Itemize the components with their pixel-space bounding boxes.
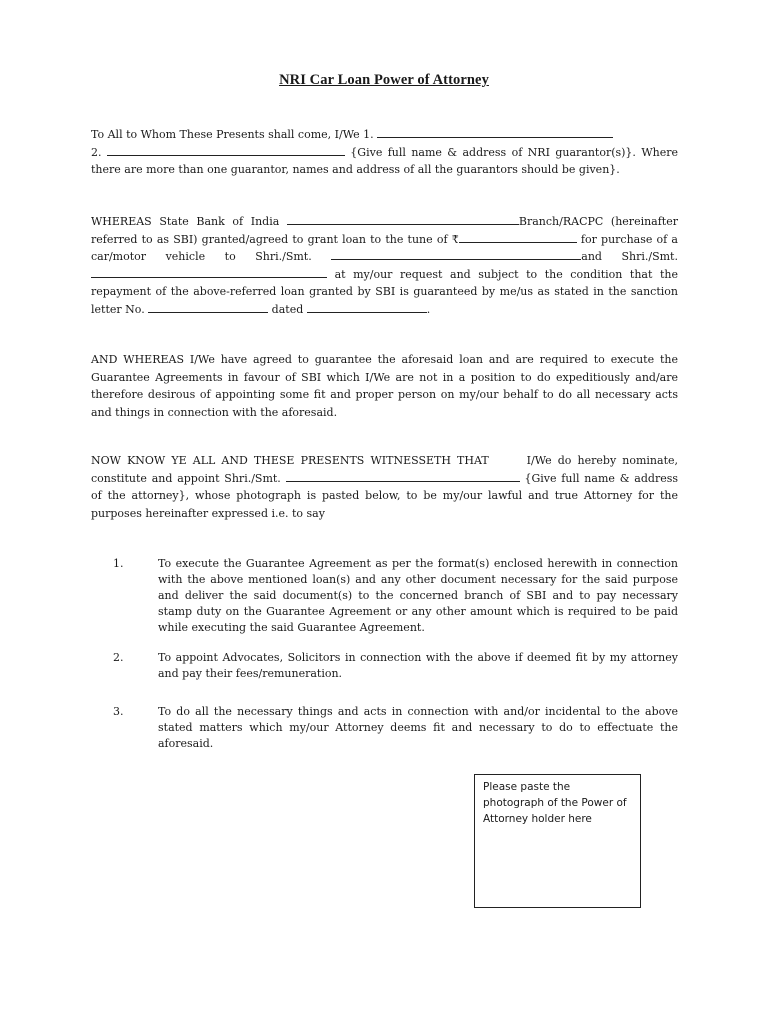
opening-paragraph	[91, 126, 678, 179]
photograph-paste-box: Please paste the photograph of the Power of Attorney holder here	[474, 774, 641, 908]
witnesseth-text-b: I/We do hereby nominate, constitute and appoint Shri./Smt.	[91, 454, 678, 485]
guarantor-1-blank	[377, 126, 613, 138]
witnesseth-paragraph	[91, 452, 678, 522]
list-item-number: 2.	[113, 651, 124, 664]
list-item-text: To do all the necessary things and acts in connection with and/or incidental to the above stated matters which my/our Attorney deems fit and necessary to do to effectuate the aforesaid.	[158, 705, 678, 750]
whereas-text-f: dated	[268, 302, 307, 316]
document-title: NRI Car Loan Power of Attorney	[279, 72, 489, 88]
list-item-number: 1.	[113, 557, 124, 570]
whereas-text-d: and Shri./Smt.	[581, 250, 678, 263]
list-item-text: To execute the Guarantee Agreement as per the format(s) enclosed herewith in connection with the above mentioned loan(s) and any other document necessary for the said purpose and deliver the said document(s) to the concerned branch of SBI and to pay necessary stamp duty on the Guarantee Agreement or any other amount which is required to be paid while executing the said Guarantee Agreement.	[158, 557, 678, 634]
witnesseth-heading-text: NOW KNOW YE ALL AND THESE PRESENTS WITNESSETH THAT	[91, 454, 489, 467]
whereas-paragraph	[91, 213, 678, 318]
branch-blank	[287, 213, 519, 225]
list-item-number: 3.	[113, 705, 124, 718]
attorney-name-blank	[286, 470, 520, 482]
and-whereas-paragraph: AND WHEREAS I/We have agreed to guarantee the aforesaid loan and are required to execute the Guarantee Agreements in favour of SBI which I/We are not in a position to do expeditiously and/are therefore desirous of appointing some fit and proper person on my/our behalf to do all necessary acts and things in connection with the aforesaid.	[91, 353, 678, 419]
guarantor-2-blank	[107, 144, 345, 156]
borrower-1-blank	[331, 248, 581, 260]
borrower-2-blank	[91, 266, 327, 278]
opening-text-c: {Give full name & address of NRI guarantor(s)}. Where there are more than one guarantor, names and address of all the guarantors should be given}.	[91, 145, 678, 176]
whereas-text-e: at my/our request and subject to the condition that the repayment of the above-referred loan granted by SBI is guaranteed by me/us as stated in the sanction letter No.	[91, 267, 678, 316]
opening-text-a: To All to Whom These Presents shall come, I/We 1.	[91, 128, 378, 141]
witnesseth-text-c: {Give full name & address of the attorney}, whose photograph is pasted below, to be my/our lawful and true Attorney for the purposes hereinafter expressed i.e. to say	[91, 471, 679, 520]
opening-text-b: 2.	[91, 145, 107, 159]
whereas-text-b: Branch/RACPC (hereinafter referred to as SBI) granted/agreed to grant loan to the tune of ₹	[91, 215, 678, 246]
loan-amount-blank	[459, 231, 577, 243]
whereas-text-g: .	[426, 302, 431, 316]
sanction-date-blank	[307, 301, 427, 313]
sanction-letter-no-blank	[148, 301, 268, 313]
whereas-text-a: WHEREAS State Bank of India	[91, 215, 287, 228]
list-item-text: To appoint Advocates, Solicitors in connection with the above if deemed fit by my attorney and pay their fees/remuneration.	[158, 651, 678, 680]
whereas-text-c: for purchase of a car/motor vehicle to Shri./Smt.	[91, 232, 678, 263]
